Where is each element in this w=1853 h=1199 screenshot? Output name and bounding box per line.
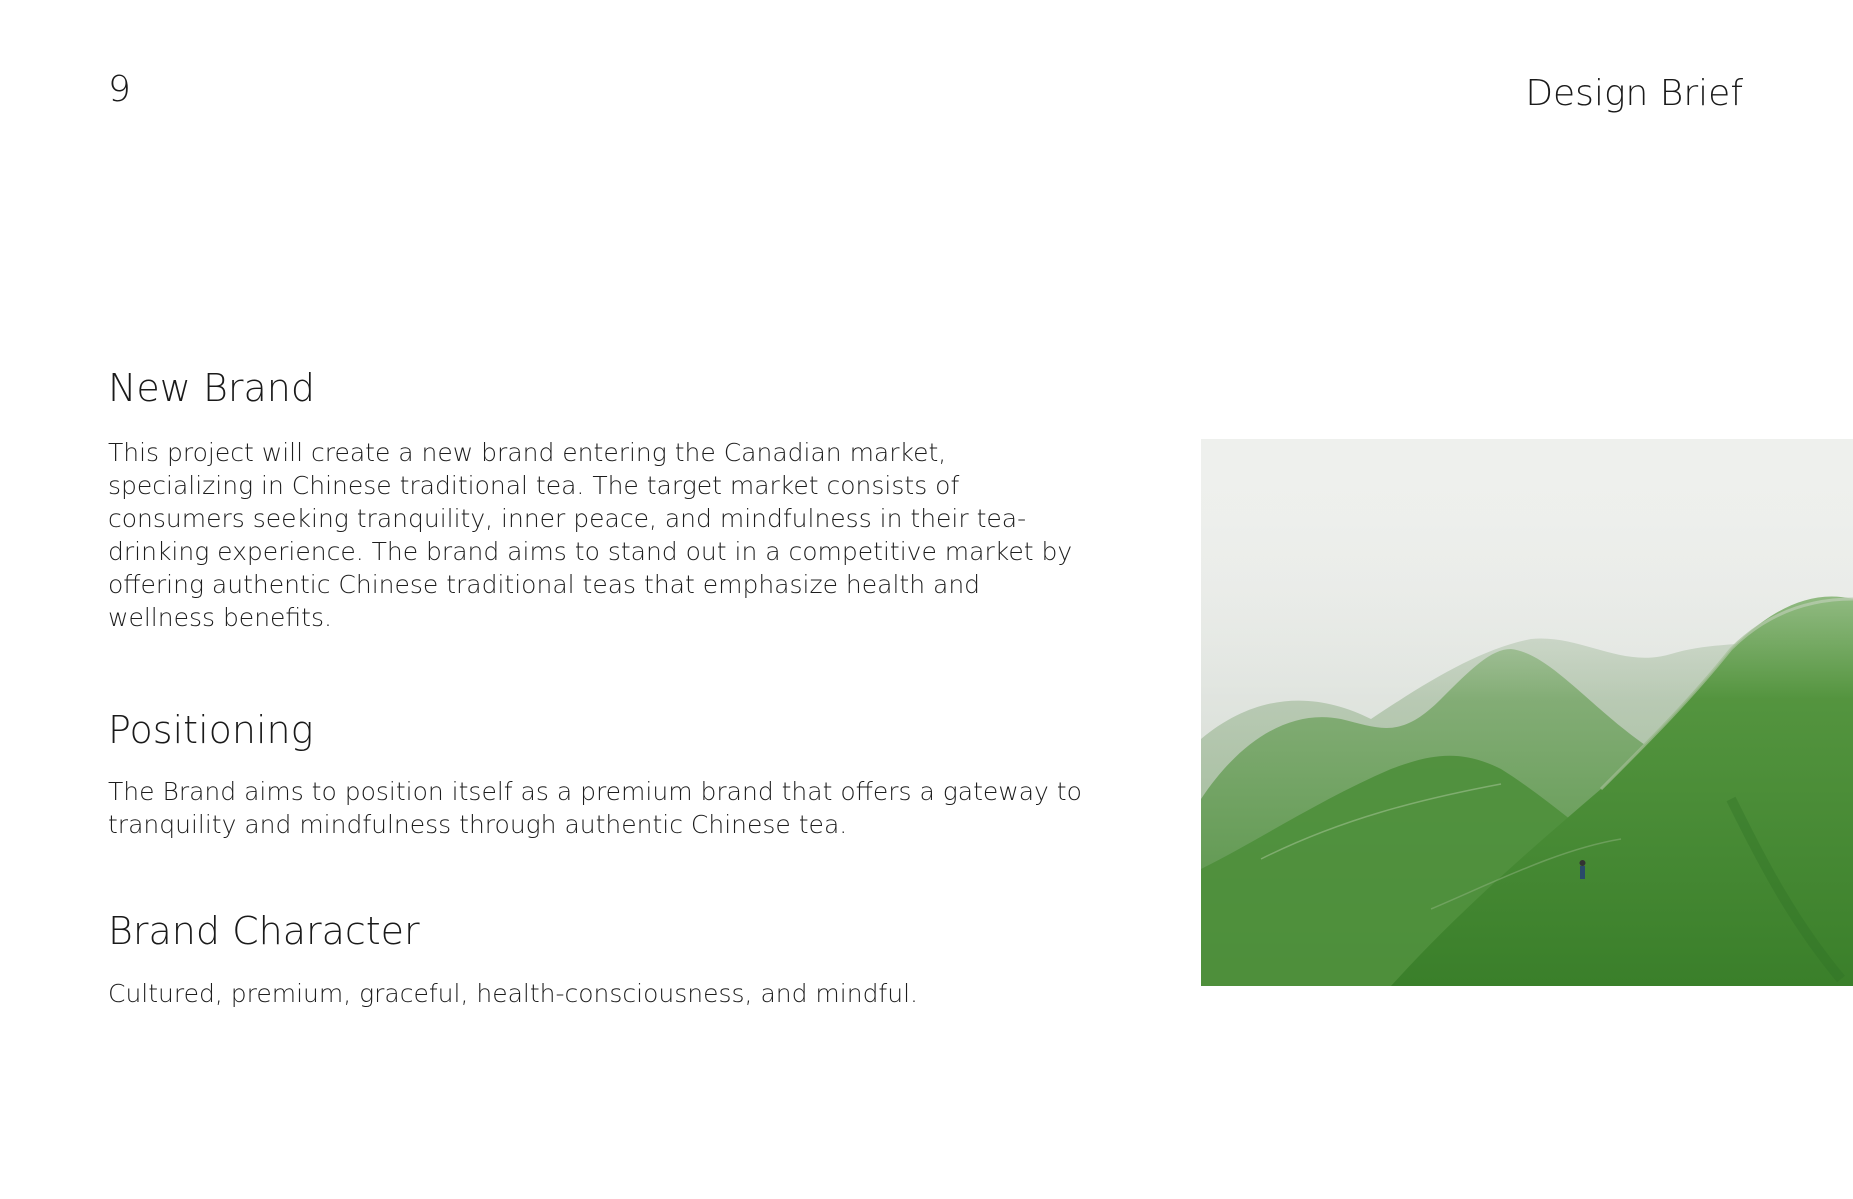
section-body: The Brand aims to position itself as a premium brand that offers a gateway to tranquility and mindfulness through authentic Chinese tea. (108, 777, 1082, 840)
section-new-brand (108, 366, 1088, 634)
section-positioning (108, 708, 1088, 842)
brief-content (108, 366, 1088, 1010)
page-number: 9 (108, 69, 131, 110)
section-heading: New Brand (108, 366, 315, 410)
mountain-photo (1201, 439, 1853, 986)
hiker-figure (1580, 860, 1586, 879)
section-body: Cultured, premium, graceful, health-consciousness, and mindful. (108, 978, 918, 1008)
mountain-landscape-image (1201, 439, 1853, 986)
section-body: This project will create a new brand entering the Canadian market, specializing in Chinese traditional tea. The target market consists of consumers seeking tranquility, inner peace, and mindfulness in their tea-drinking experience. The brand aims to stand out in a competitive market by offering authentic Chinese traditional teas that emphasize health and wellness benefits. (108, 437, 1073, 632)
section-heading: Positioning (108, 707, 314, 752)
section-brand-character (108, 909, 1088, 1010)
section-label: Design Brief (1525, 73, 1743, 114)
section-heading: Brand Character (108, 909, 420, 954)
